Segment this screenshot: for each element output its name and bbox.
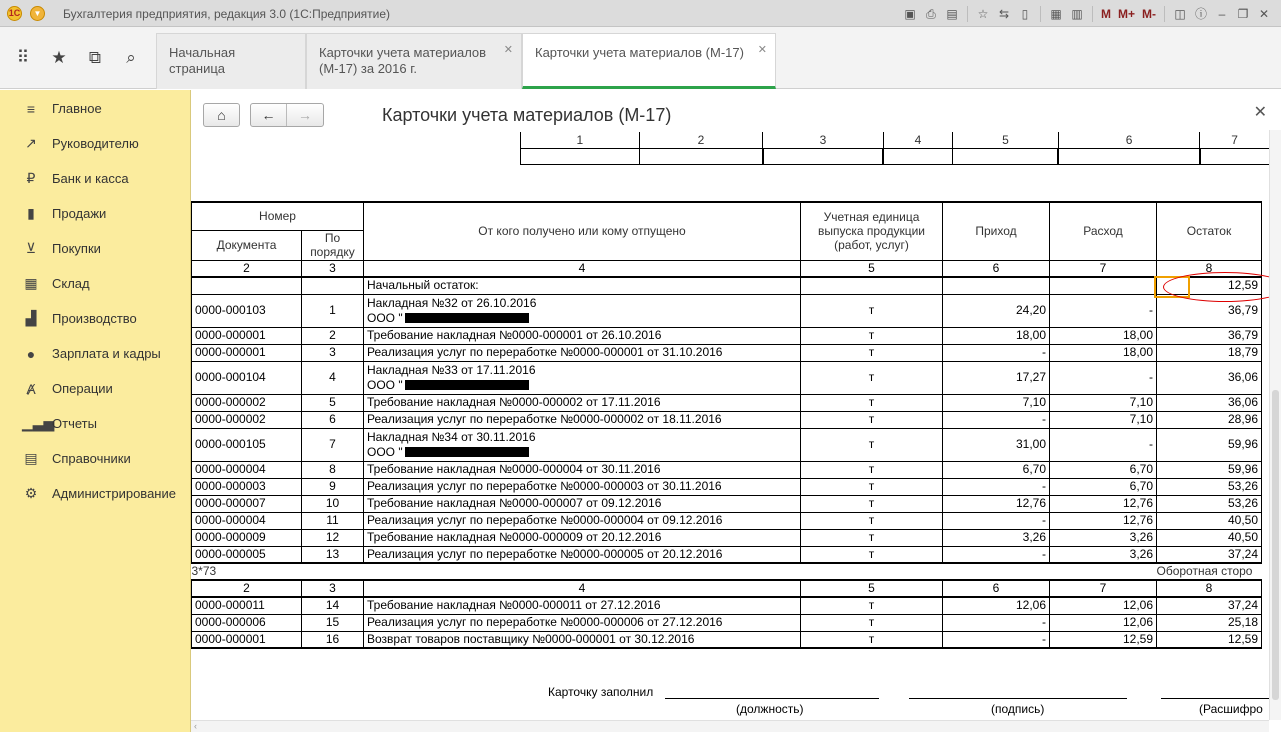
tab-bar: [0, 27, 1281, 89]
income: 31,00: [943, 428, 1050, 461]
doc-number: 0000-000006: [192, 614, 302, 631]
description-line: Накладная №34 от 30.11.2016: [367, 429, 536, 444]
cart-icon: ⊻: [25, 240, 37, 256]
unit: т: [801, 294, 943, 327]
doc-number: 0000-000011: [192, 597, 302, 614]
signature-block: [191, 678, 1269, 718]
description: [364, 361, 801, 394]
window-titlebar: [0, 0, 1281, 27]
position-caption: (должность): [736, 702, 804, 716]
table-row[interactable]: [192, 614, 1262, 631]
col-number: 3: [302, 260, 364, 277]
expense: 3,26: [1050, 546, 1157, 563]
sidebar-item-manager[interactable]: [0, 126, 191, 161]
doc-number: 0000-000104: [192, 361, 302, 394]
bag-icon: ▮: [27, 205, 35, 221]
signature-label: Карточку заполнил: [548, 685, 654, 699]
description: Реализация услуг по переработке №0000-000003 от 30.11.2016: [364, 478, 801, 495]
tab-cards-m17[interactable]: [522, 33, 776, 89]
header-dokumenta: Документа: [192, 230, 302, 260]
tab-close-icon[interactable]: ✕: [757, 44, 767, 56]
chart-icon: ▁▃▅: [22, 415, 55, 431]
doc-number: 0000-000004: [192, 512, 302, 529]
decoding-caption: (Расшифро: [1199, 702, 1263, 716]
col-number: 7: [1050, 580, 1157, 597]
mini-cell: [1058, 148, 1199, 164]
income: -: [943, 411, 1050, 428]
order-number: 2: [302, 327, 364, 344]
tab-cards-2016[interactable]: [306, 33, 522, 89]
sidebar-item-admin[interactable]: [0, 476, 191, 511]
order-number: 8: [302, 461, 364, 478]
description-line: Накладная №33 от 17.11.2016: [367, 362, 536, 377]
col-number: 6: [943, 580, 1050, 597]
warehouse-icon: ▦: [24, 275, 38, 291]
tab-home[interactable]: [156, 33, 306, 89]
sidebar-item-label: Справочники: [52, 451, 131, 466]
memory-minus-button[interactable]: M-: [1142, 6, 1156, 21]
table-row[interactable]: [192, 597, 1262, 614]
order-number: 15: [302, 614, 364, 631]
unit: т: [801, 327, 943, 344]
sidebar-item-sales[interactable]: [0, 196, 191, 231]
mini-cell: [763, 148, 884, 164]
unit: т: [801, 344, 943, 361]
expense: -: [1050, 428, 1157, 461]
panels-icon[interactable]: ◫: [1174, 6, 1186, 21]
header-edinica: Учетная единица выпуска продукции (работ, услуг): [801, 202, 943, 260]
table-row[interactable]: [192, 546, 1262, 563]
table-row[interactable]: [192, 428, 1262, 461]
unit: т: [801, 411, 943, 428]
doc-number: 0000-000002: [192, 394, 302, 411]
signature-line: [909, 698, 1127, 699]
order-number: 14: [302, 597, 364, 614]
description: Реализация услуг по переработке №0000-000005 от 20.12.2016: [364, 546, 801, 563]
header-rashod: Расход: [1050, 202, 1157, 260]
income: -: [943, 631, 1050, 648]
doc-number: 0000-000005: [192, 546, 302, 563]
history-icon[interactable]: ⧉: [88, 48, 102, 67]
table-row[interactable]: [192, 631, 1262, 648]
unit: т: [801, 478, 943, 495]
expense: 6,70: [1050, 478, 1157, 495]
income: -: [943, 614, 1050, 631]
table-row[interactable]: [192, 327, 1262, 344]
person-icon: ●: [26, 345, 36, 362]
mini-col-number: 5: [953, 132, 1059, 148]
sidebar-item-warehouse[interactable]: [0, 266, 191, 301]
decoding-line: [1161, 698, 1269, 699]
separator: [1092, 6, 1093, 22]
minimize-icon[interactable]: –: [1218, 6, 1226, 21]
page-break-left: 3*73: [192, 563, 801, 580]
expense: 12,76: [1050, 512, 1157, 529]
memory-button[interactable]: M: [1100, 6, 1111, 21]
income: 7,10: [943, 394, 1050, 411]
history-nav: [250, 103, 324, 127]
income: 6,70: [943, 461, 1050, 478]
header-po-poryadku: По порядку: [302, 230, 364, 260]
back-icon[interactable]: ←: [251, 104, 287, 126]
mini-col-number: 6: [1058, 132, 1199, 148]
supplier-name: ООО ": [367, 444, 403, 459]
main-area: [191, 90, 1281, 732]
app-logo-icon: 1C: [7, 6, 22, 21]
order-number: 6: [302, 411, 364, 428]
doc-number: 0000-000002: [192, 411, 302, 428]
doc-number: 0000-000103: [192, 294, 302, 327]
col-number: 5: [801, 580, 943, 597]
unit: т: [801, 597, 943, 614]
unit: т: [801, 529, 943, 546]
income: 17,27: [943, 361, 1050, 394]
sidebar-item-bank[interactable]: [0, 161, 191, 196]
horizontal-scrollbar[interactable]: [191, 720, 1269, 732]
position-line: [665, 698, 879, 699]
order-number: 11: [302, 512, 364, 529]
expense: 7,10: [1050, 394, 1157, 411]
description: Требование накладная №0000-000002 от 17.11.2016: [364, 394, 801, 411]
sidebar-item-main[interactable]: [0, 91, 191, 126]
unit: т: [801, 495, 943, 512]
home-button[interactable]: [203, 103, 240, 127]
separator: [1040, 6, 1041, 22]
order-number: 12: [302, 529, 364, 546]
col-number: 7: [1050, 260, 1157, 277]
close-icon[interactable]: ✕: [1258, 6, 1270, 21]
trend-icon: ↗: [25, 135, 37, 151]
col-number: 8: [1157, 260, 1262, 277]
window-title: Бухгалтерия предприятия, редакция 3.0 (1С:Предприятие): [63, 7, 391, 21]
star-icon[interactable]: ★: [51, 48, 67, 67]
balance: 36,79: [1157, 327, 1262, 344]
balance: 36,06: [1157, 361, 1262, 394]
balance: 12,59: [1157, 631, 1262, 648]
expense: 6,70: [1050, 461, 1157, 478]
balance: 40,50: [1157, 529, 1262, 546]
mini-col-number: 4: [883, 132, 952, 148]
table-row[interactable]: [192, 529, 1262, 546]
description: Требование накладная №0000-000001 от 26.10.2016: [364, 327, 801, 344]
scroll-left-icon[interactable]: ‹: [194, 721, 197, 731]
expense: 12,06: [1050, 597, 1157, 614]
mini-col-number: 7: [1200, 132, 1269, 148]
col-number: 2: [192, 260, 302, 277]
income: 12,06: [943, 597, 1050, 614]
order-number: 4: [302, 361, 364, 394]
header-nomer: Номер: [192, 202, 364, 230]
supplier-name: ООО ": [367, 377, 403, 392]
page-break-right: Оборотная сторо: [1157, 563, 1262, 580]
sidebar-item-salary[interactable]: [0, 336, 191, 371]
table-row[interactable]: [192, 512, 1262, 529]
mini-cell: [639, 148, 763, 164]
description: Реализация услуг по переработке №0000-000002 от 18.11.2016: [364, 411, 801, 428]
description: Требование накладная №0000-000009 от 20.12.2016: [364, 529, 801, 546]
order-number: 16: [302, 631, 364, 648]
balance: 37,24: [1157, 597, 1262, 614]
order-number: 9: [302, 478, 364, 495]
income: -: [943, 546, 1050, 563]
table-row[interactable]: [192, 495, 1262, 512]
home-icon: ⌂: [217, 107, 226, 123]
opening-value: 12,59: [1157, 277, 1262, 294]
description: Возврат товаров поставщику №0000-000001 от 30.12.2016: [364, 631, 801, 648]
factory-icon: ▟: [25, 310, 37, 326]
sidebar: [0, 90, 191, 732]
doc-number: 0000-000009: [192, 529, 302, 546]
table-row[interactable]: [192, 478, 1262, 495]
redacted-block: [405, 380, 529, 390]
sidebar-item-label: Покупки: [52, 241, 101, 256]
mini-cell: [883, 148, 952, 164]
book-icon: ▤: [24, 450, 38, 466]
supplier-name: ООО ": [367, 310, 403, 325]
balance: 40,50: [1157, 512, 1262, 529]
mini-col-number: 1: [521, 132, 640, 148]
report-spreadsheet[interactable]: [191, 130, 1269, 720]
doc-number: 0000-000007: [192, 495, 302, 512]
sidebar-item-label: Банк и касса: [52, 171, 129, 186]
signature-caption: (подпись): [991, 702, 1045, 716]
description: Требование накладная №0000-000004 от 30.11.2016: [364, 461, 801, 478]
print-icon[interactable]: ⎙: [926, 6, 936, 21]
material-card-table: [191, 201, 1262, 649]
mini-cell: [1200, 148, 1269, 164]
income: 12,76: [943, 495, 1050, 512]
separator: [1164, 6, 1165, 22]
unit: т: [801, 428, 943, 461]
gear-icon: ⚙: [24, 485, 38, 501]
income: 3,26: [943, 529, 1050, 546]
expense: 3,26: [1050, 529, 1157, 546]
col-number: 3: [302, 580, 364, 597]
expense: 12,59: [1050, 631, 1157, 648]
forward-icon[interactable]: →: [298, 107, 312, 123]
description: Реализация услуг по переработке №0000-000001 от 31.10.2016: [364, 344, 801, 361]
description: Реализация услуг по переработке №0000-000004 от 09.12.2016: [364, 512, 801, 529]
quick-actions: [0, 27, 156, 89]
table-row[interactable]: [192, 361, 1262, 394]
sidebar-item-label: Продажи: [52, 206, 107, 221]
titlebar-tools: [901, 4, 1273, 23]
doc-number: 0000-000004: [192, 461, 302, 478]
order-number: 7: [302, 428, 364, 461]
unit: т: [801, 512, 943, 529]
sidebar-item-label: Администрирование: [52, 486, 176, 501]
restore-icon[interactable]: ❐: [1237, 6, 1249, 21]
balance: 59,96: [1157, 461, 1262, 478]
income: 24,20: [943, 294, 1050, 327]
tab-label: Карточки учета материалов (М-17): [535, 45, 744, 60]
table-row[interactable]: [192, 411, 1262, 428]
table-row[interactable]: [192, 294, 1262, 327]
sidebar-item-label: Производство: [52, 311, 137, 326]
ruble-icon: ₽: [26, 170, 36, 186]
unit: т: [801, 631, 943, 648]
operations-icon: Ⱥ: [26, 380, 36, 397]
order-number: 10: [302, 495, 364, 512]
expense: 18,00: [1050, 344, 1157, 361]
balance: 18,79: [1157, 344, 1262, 361]
description: [364, 428, 801, 461]
opening-balance-row[interactable]: [192, 277, 1262, 294]
expense: 12,06: [1050, 614, 1157, 631]
sidebar-item-label: Склад: [52, 276, 90, 291]
unit: т: [801, 361, 943, 394]
balance: 28,96: [1157, 411, 1262, 428]
document-icon[interactable]: ▯: [1021, 6, 1029, 21]
mini-col-number: 2: [639, 132, 763, 148]
close-form-icon[interactable]: ✕: [1253, 104, 1267, 121]
expense: -: [1050, 361, 1157, 394]
expense: 7,10: [1050, 411, 1157, 428]
income: -: [943, 344, 1050, 361]
sidebar-item-label: Отчеты: [52, 416, 97, 431]
income: -: [943, 478, 1050, 495]
doc-number: 0000-000001: [192, 631, 302, 648]
description: [364, 294, 801, 327]
opening-label: Начальный остаток:: [364, 277, 801, 294]
page-title: Карточки учета материалов (М-17): [382, 105, 672, 125]
redacted-block: [405, 313, 529, 323]
sidebar-item-label: Зарплата и кадры: [52, 346, 161, 361]
order-number: 13: [302, 546, 364, 563]
doc-number: 0000-000001: [192, 344, 302, 361]
table-row[interactable]: [192, 344, 1262, 361]
sidebar-item-operations[interactable]: [0, 371, 191, 406]
expense: 18,00: [1050, 327, 1157, 344]
sidebar-item-reports[interactable]: [0, 406, 191, 441]
separator: [967, 6, 968, 22]
tab-label: Карточки учета материалов (М-17) за 2016 г.: [319, 45, 487, 76]
table-row[interactable]: [192, 394, 1262, 411]
memory-plus-button[interactable]: M+: [1117, 6, 1135, 21]
unit: т: [801, 461, 943, 478]
order-number: 1: [302, 294, 364, 327]
unit: т: [801, 394, 943, 411]
redacted-block: [405, 447, 529, 457]
sidebar-item-catalogs[interactable]: [0, 441, 191, 476]
col-number: 4: [364, 260, 801, 277]
balance: 53,26: [1157, 495, 1262, 512]
col-number: 6: [943, 260, 1050, 277]
balance: 59,96: [1157, 428, 1262, 461]
col-number: 8: [1157, 580, 1262, 597]
balance: 36,06: [1157, 394, 1262, 411]
balance: 36,79: [1157, 294, 1262, 327]
scroll-thumb[interactable]: [1272, 390, 1279, 700]
col-number: 4: [364, 580, 801, 597]
search-icon[interactable]: ⌕: [126, 48, 136, 67]
header-ot-kogo: От кого получено или кому отпущено: [364, 202, 801, 260]
table-row[interactable]: [192, 461, 1262, 478]
preview-icon[interactable]: ▤: [946, 6, 958, 21]
vertical-scrollbar[interactable]: [1269, 130, 1281, 720]
sidebar-item-label: Главное: [52, 101, 102, 116]
sidebar-item-purchases[interactable]: [0, 231, 191, 266]
tab-close-icon[interactable]: ✕: [503, 44, 513, 56]
unit: т: [801, 546, 943, 563]
mini-cell: [521, 148, 640, 164]
sidebar-item-production[interactable]: [0, 301, 191, 336]
balance: 37,24: [1157, 546, 1262, 563]
mini-col-number: 3: [763, 132, 884, 148]
description-line: Накладная №32 от 26.10.2016: [367, 295, 537, 310]
top-numbers-table: [520, 132, 1269, 165]
header-prihod: Приход: [943, 202, 1050, 260]
balance: 25,18: [1157, 614, 1262, 631]
col-number: 2: [192, 580, 302, 597]
calculator-icon[interactable]: ▦: [1050, 6, 1062, 21]
calendar-icon[interactable]: ▥: [1071, 6, 1083, 21]
mini-cell: [953, 148, 1059, 164]
expense: 12,76: [1050, 495, 1157, 512]
header-ostatok: Остаток: [1157, 202, 1262, 260]
description: Требование накладная №0000-000007 от 09.12.2016: [364, 495, 801, 512]
order-number: 5: [302, 394, 364, 411]
save-icon[interactable]: ▣: [904, 6, 916, 21]
balance: 53,26: [1157, 478, 1262, 495]
main-menu-icon[interactable]: ▼: [30, 6, 45, 21]
favorites-icon[interactable]: ☆: [977, 6, 989, 21]
doc-number: 0000-000105: [192, 428, 302, 461]
expense: -: [1050, 294, 1157, 327]
menu-icon: ≡: [26, 100, 36, 117]
income: 18,00: [943, 327, 1050, 344]
sidebar-item-label: Руководителю: [52, 136, 139, 151]
sidebar-item-label: Операции: [52, 381, 113, 396]
info-icon[interactable]: ⓘ: [1194, 6, 1207, 21]
unit: т: [801, 614, 943, 631]
doc-number: 0000-000001: [192, 327, 302, 344]
col-number: 5: [801, 260, 943, 277]
tab-label: Начальная страница: [169, 45, 236, 76]
doc-number: 0000-000003: [192, 478, 302, 495]
description: Реализация услуг по переработке №0000-000006 от 27.12.2016: [364, 614, 801, 631]
income: -: [943, 512, 1050, 529]
description: Требование накладная №0000-000011 от 27.12.2016: [364, 597, 801, 614]
page-break-row: [192, 563, 1262, 580]
apps-grid-icon[interactable]: ⠿: [16, 48, 30, 67]
order-number: 3: [302, 344, 364, 361]
link-icon[interactable]: ⇆: [998, 6, 1010, 21]
